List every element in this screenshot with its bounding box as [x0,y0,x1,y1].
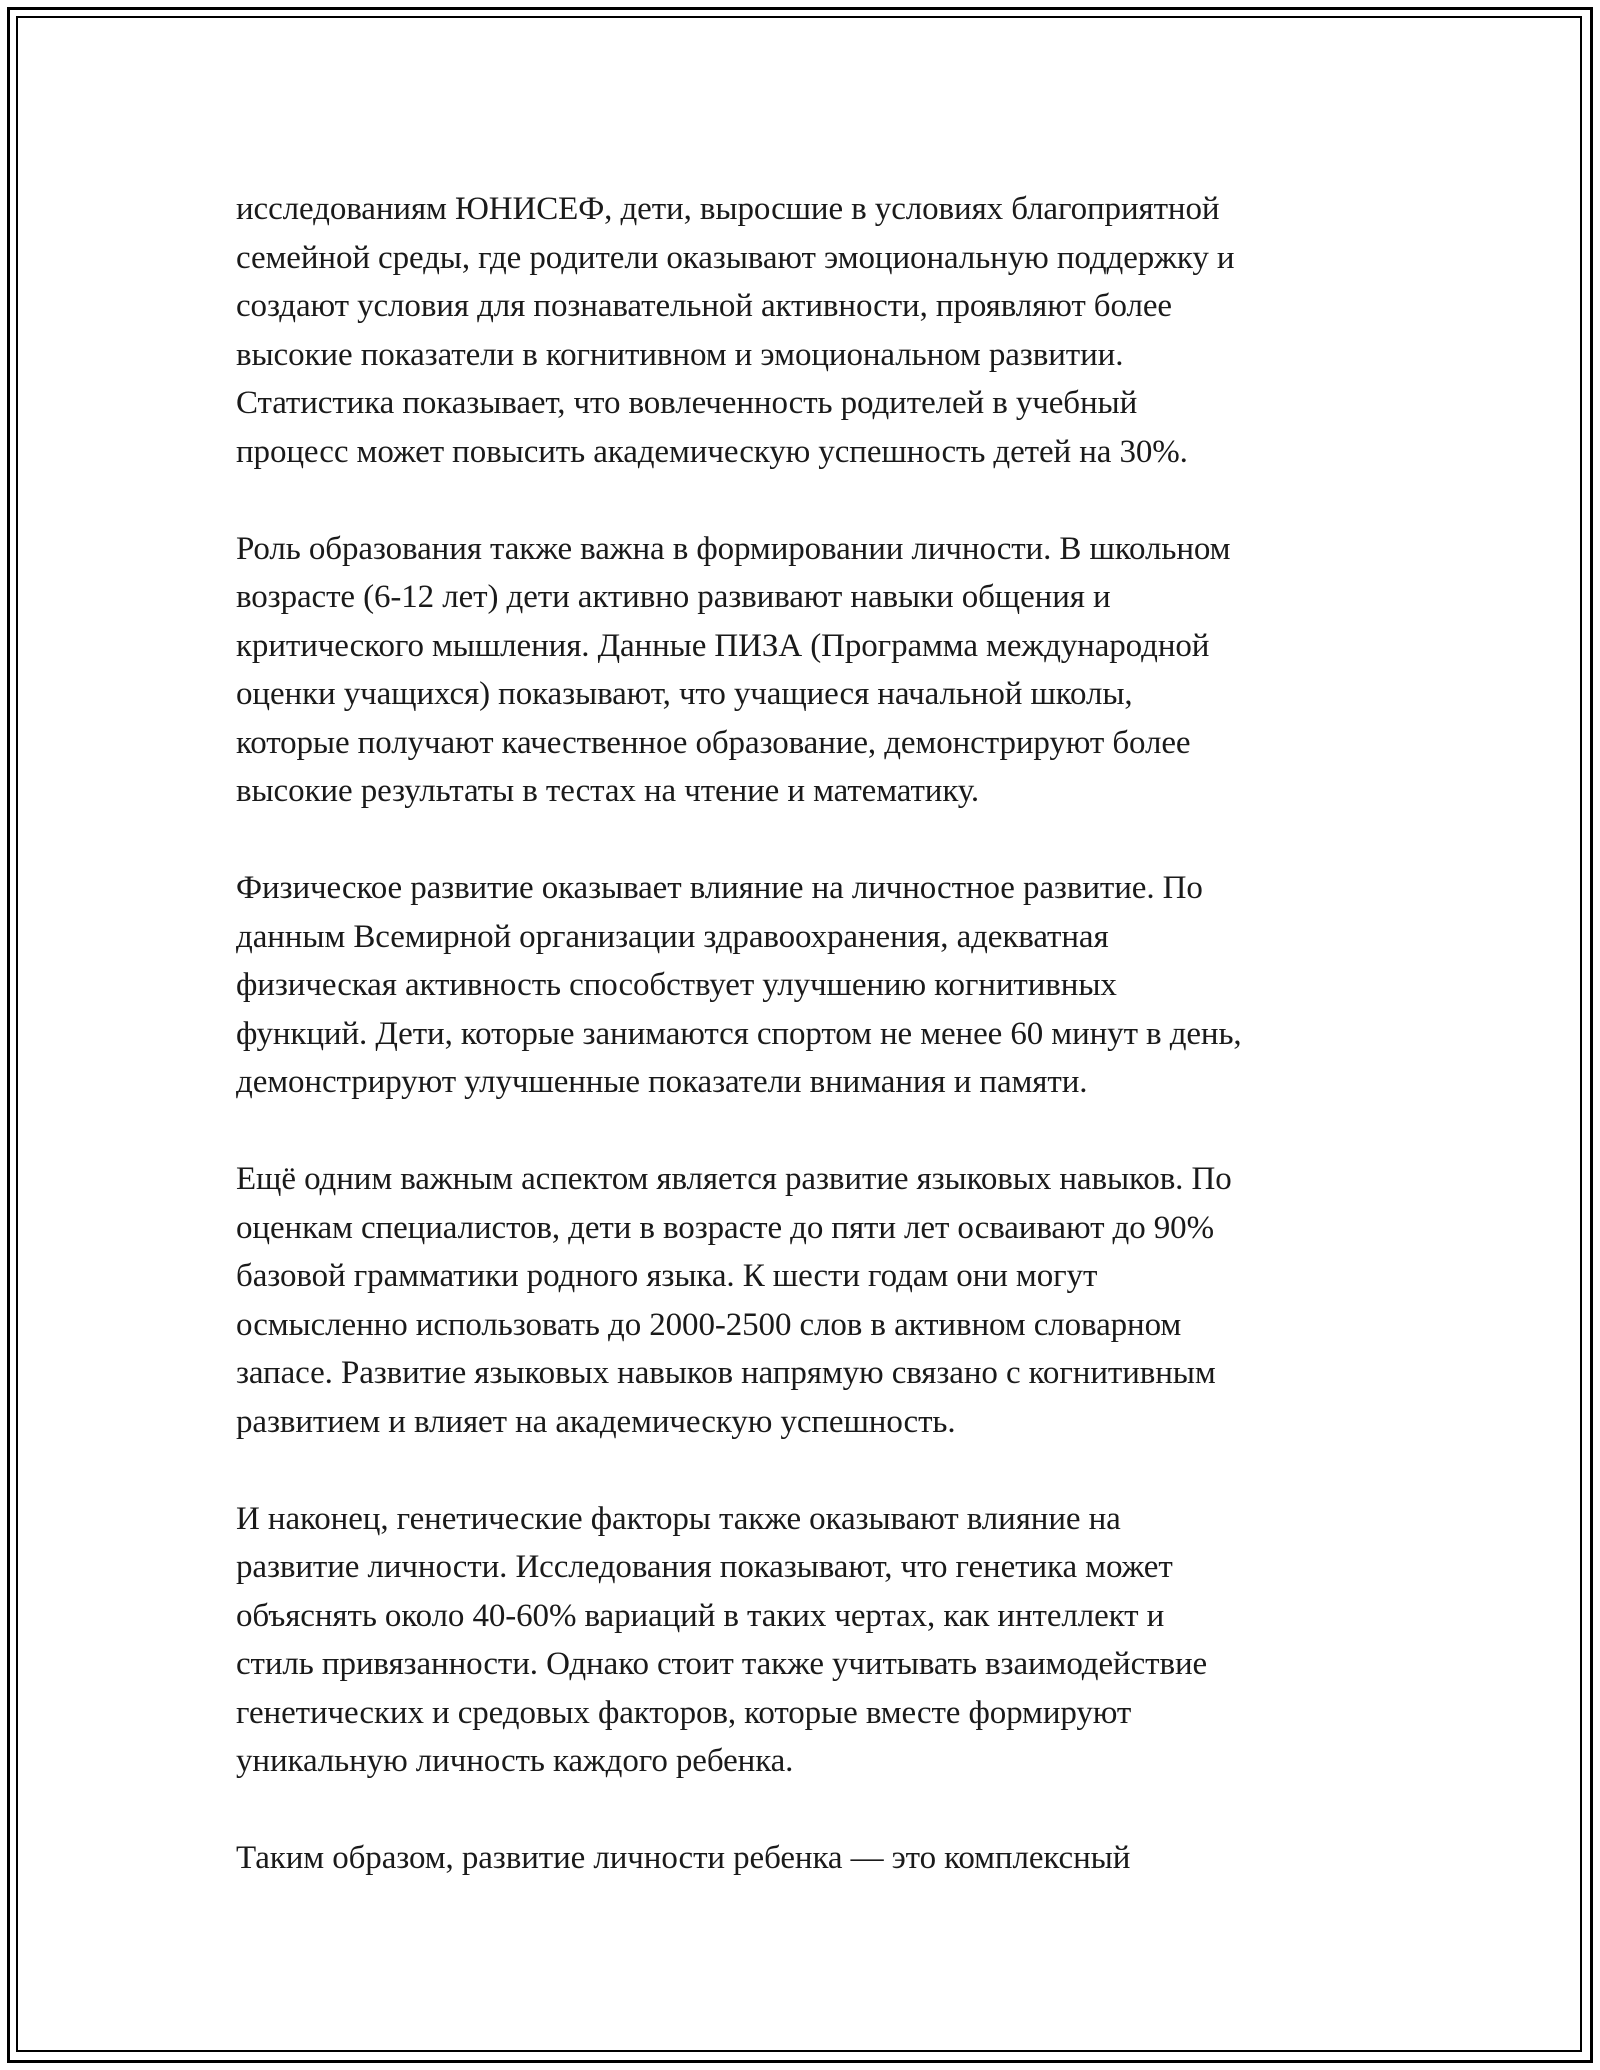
text-line: высокие результаты в тестах на чтение и математику. [236,773,980,809]
text-line: Физическое развитие оказывает влияние на личностное развитие. По [236,870,1203,906]
text-line: высокие показатели в когнитивном и эмоциональном развитии. [236,336,1124,373]
text-line: которые получают качественное образование, демонстрируют более [236,724,1191,761]
paragraph-language [236,1155,1396,1446]
text-line: Роль образования также важна в формировании личности. В школьном [236,530,1231,567]
text-line: создают условия для познавательной активности, проявляют более [236,288,1172,324]
paragraph-education [236,525,1396,816]
text-line: базовой грамматики родного языка. К шести годам они могут [236,1258,1098,1294]
text-line: функций. Дети, которые занимаются спортом не менее 60 минут в день, [236,1015,1242,1052]
text-line: семейной среды, где родители оказывают эмоциональную поддержку и [236,239,1235,276]
text-line: демонстрируют улучшенные показатели внимания и памяти. [236,1064,1088,1100]
text-line: уникальную личность каждого ребенка. [236,1743,794,1779]
paragraph-genetics [236,1495,1396,1786]
paragraph-unicef [236,185,1396,476]
paragraph-physical [236,864,1396,1107]
text-line: стиль привязанности. Однако стоит также учитывать взаимодействие [236,1646,1208,1682]
text-line: объяснять около 40-60% вариаций в таких чертах, как интеллект и [236,1597,1165,1634]
text-line: Ещё одним важным аспектом является развитие языковых навыков. По [236,1161,1232,1197]
paragraph-conclusion [236,1834,1396,1883]
text-line: запасе. Развитие языковых навыков напрямую связано с когнитивным [236,1355,1216,1391]
text-line: исследованиям ЮНИСЕФ, дети, выросшие в условиях благоприятной [236,191,1220,227]
text-line: физическая активность способствует улучшению когнитивных [236,967,1117,1003]
text-line: развитием и влияет на академическую успешность. [236,1403,956,1440]
text-line: процесс может повысить академическую успешность детей на 30%. [236,433,1188,470]
text-line: оценки учащихся) показывают, что учащиеся начальной школы, [236,676,1133,712]
text-line: оценкам специалистов, дети в возрасте до пяти лет осваивают до 90% [236,1209,1214,1246]
text-line: возрасте (6-12 лет) дети активно развивают навыки общения и [236,579,1111,615]
document-body [236,185,1396,1931]
text-line: развитие личности. Исследования показывают, что генетика может [236,1549,1173,1585]
text-line: генетических и средовых факторов, которые вместе формируют [236,1694,1132,1731]
text-line: Статистика показывает, что вовлеченность родителей в учебный [236,385,1138,421]
text-line: Таким образом, развитие личности ребенка — это комплексный [236,1840,1131,1876]
text-line: данным Всемирной организации здравоохранения, адекватная [236,918,1109,955]
text-line: И наконец, генетические факторы также оказывают влияние на [236,1500,1121,1537]
text-line: осмысленно использовать до 2000-2500 слов в активном словарном [236,1306,1182,1343]
text-line: критического мышления. Данные ПИЗА (Программа международной [236,627,1210,664]
